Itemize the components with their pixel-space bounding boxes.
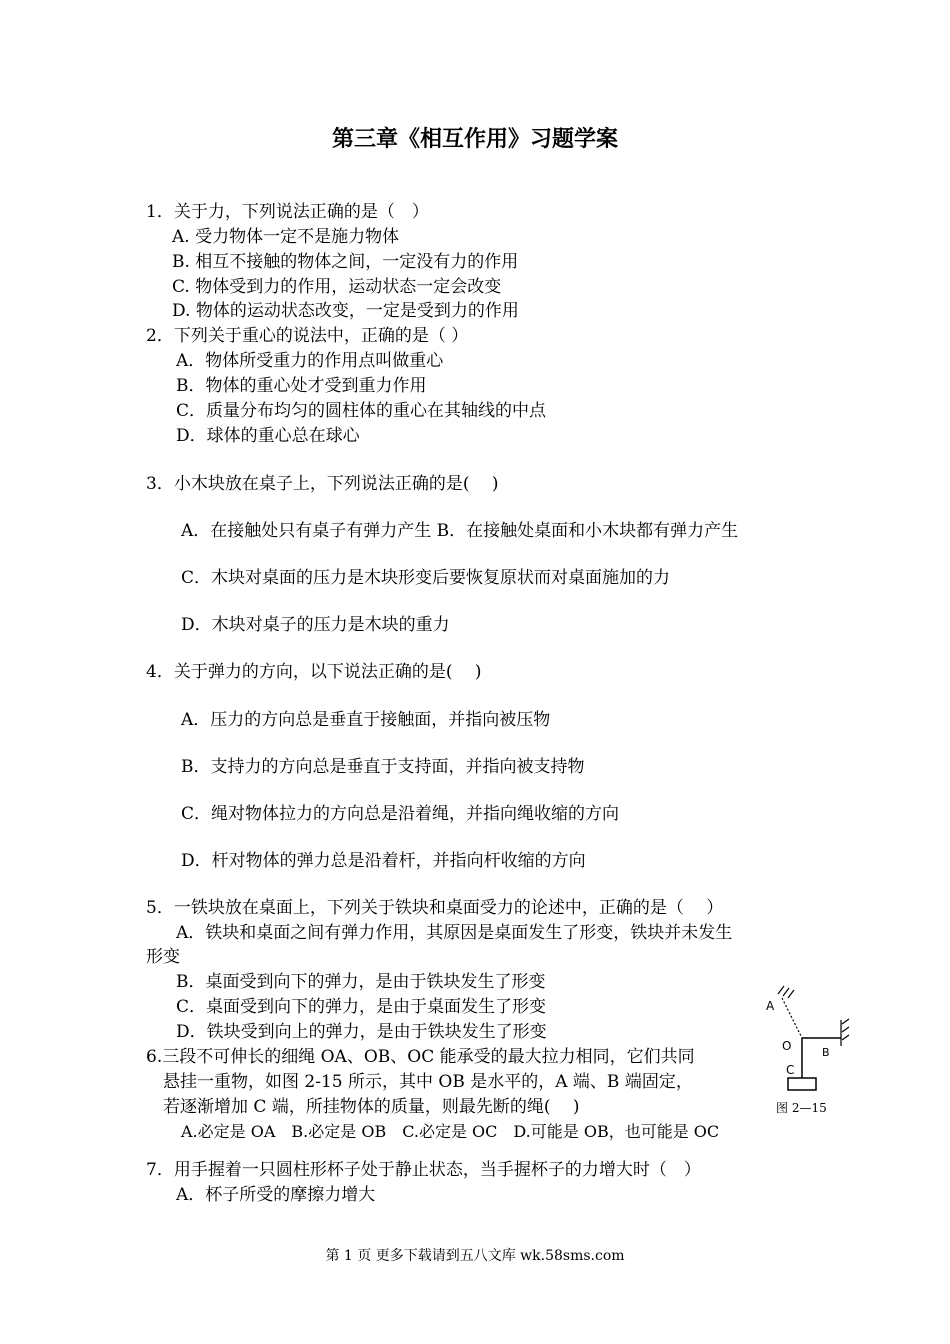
q6-options: A.必定是 OA B.必定是 OB C.必定是 OC D.可能是 OB，也可能是 OC — [181, 1122, 720, 1141]
q4-option-c: C．绳对物体拉力的方向总是沿着绳，并指向绳收缩的方向 — [181, 804, 620, 824]
q4-option-b: B．支持力的方向总是垂直于支持面，并指向被支持物 — [181, 757, 585, 777]
q1-option-b: B. 相互不接触的物体之间，一定没有力的作用 — [172, 252, 519, 272]
q1-option-d: D. 物体的运动状态改变，一定是受到力的作用 — [172, 301, 519, 321]
page-footer: 第 1 页 更多下载请到五八文库 wk.58sms.com — [325, 1248, 625, 1264]
rope-oa — [782, 998, 802, 1038]
q5-option-d: D．铁块受到向上的弹力，是由于铁块发生了形变 — [176, 1022, 547, 1042]
q1-option-c: C. 物体受到力的作用，运动状态一定会改变 — [172, 277, 502, 297]
q2-option-d: D．球体的重心总在球心 — [176, 426, 360, 446]
q5-option-a-line1: A．铁块和桌面之间有弹力作用，其原因是桌面发生了形变，铁块并未发生 — [176, 923, 733, 943]
q2-option-c: C．质量分布均匀的圆柱体的重心在其轴线的中点 — [176, 401, 547, 421]
q6-line2: 悬挂一重物，如图 2-15 所示，其中 OB 是水平的，A 端、B 端固定， — [163, 1072, 693, 1092]
label-a: A — [766, 999, 775, 1013]
q3-stem: 3．小木块放在桌子上，下列说法正确的是( ) — [146, 474, 499, 494]
q7-option-a: A．杯子所受的摩擦力增大 — [176, 1185, 376, 1205]
label-b: B — [822, 1046, 830, 1059]
q2-option-a: A．物体所受重力的作用点叫做重心 — [176, 351, 444, 371]
figure-2-15 — [758, 984, 854, 1116]
page-title: 第三章《相互作用》习题学案 — [331, 127, 618, 152]
q3-option-ab: A．在接触处只有桌子有弹力产生 B．在接触处桌面和小木块都有弹力产生 — [181, 521, 739, 541]
ceiling-hatch — [778, 986, 794, 998]
q3-option-c: C．木块对桌面的压力是木块形变后要恢复原状而对桌面施加的力 — [181, 568, 671, 588]
q7-stem: 7．用手握着一只圆柱形杯子处于静止状态，当手握杯子的力增大时（ ） — [146, 1160, 701, 1180]
q4-stem: 4．关于弹力的方向，以下说法正确的是( ) — [146, 662, 482, 682]
label-c: C — [786, 1063, 795, 1077]
q3-option-d: D．木块对桌子的压力是木块的重力 — [181, 615, 450, 635]
q4-option-d: D．杆对物体的弹力总是沿着杆，并指向杆收缩的方向 — [181, 851, 586, 871]
wall-hatch — [841, 1019, 849, 1046]
q5-stem: 5．一铁块放在桌面上，下列关于铁块和桌面受力的论述中，正确的是（ ） — [146, 898, 724, 918]
hanging-weight — [788, 1078, 816, 1090]
q5-option-c: C．桌面受到向下的弹力，是由于桌面发生了形变 — [176, 997, 547, 1017]
q1-option-a: A. 受力物体一定不是施力物体 — [172, 227, 400, 247]
q2-option-b: B．物体的重心处才受到重力作用 — [176, 376, 427, 396]
label-o: O — [782, 1039, 792, 1053]
q2-stem: 2．下列关于重心的说法中，正确的是（ ） — [146, 326, 469, 346]
figure-caption: 图 2—15 — [776, 1101, 827, 1115]
q5-option-a-line2: 形变 — [146, 947, 180, 967]
q6-line3: 若逐渐增加 C 端，所挂物体的质量，则最先断的绳( ) — [163, 1097, 580, 1117]
q4-option-a: A．压力的方向总是垂直于接触面，并指向被压物 — [181, 710, 551, 730]
q1-stem: 1．关于力，下列说法正确的是（ ） — [146, 202, 429, 222]
q5-option-b: B．桌面受到向下的弹力，是由于铁块发生了形变 — [176, 972, 546, 992]
q6-line1: 6.三段不可伸长的细绳 OA、OB、OC 能承受的最大拉力相同，它们共同 — [146, 1047, 695, 1067]
